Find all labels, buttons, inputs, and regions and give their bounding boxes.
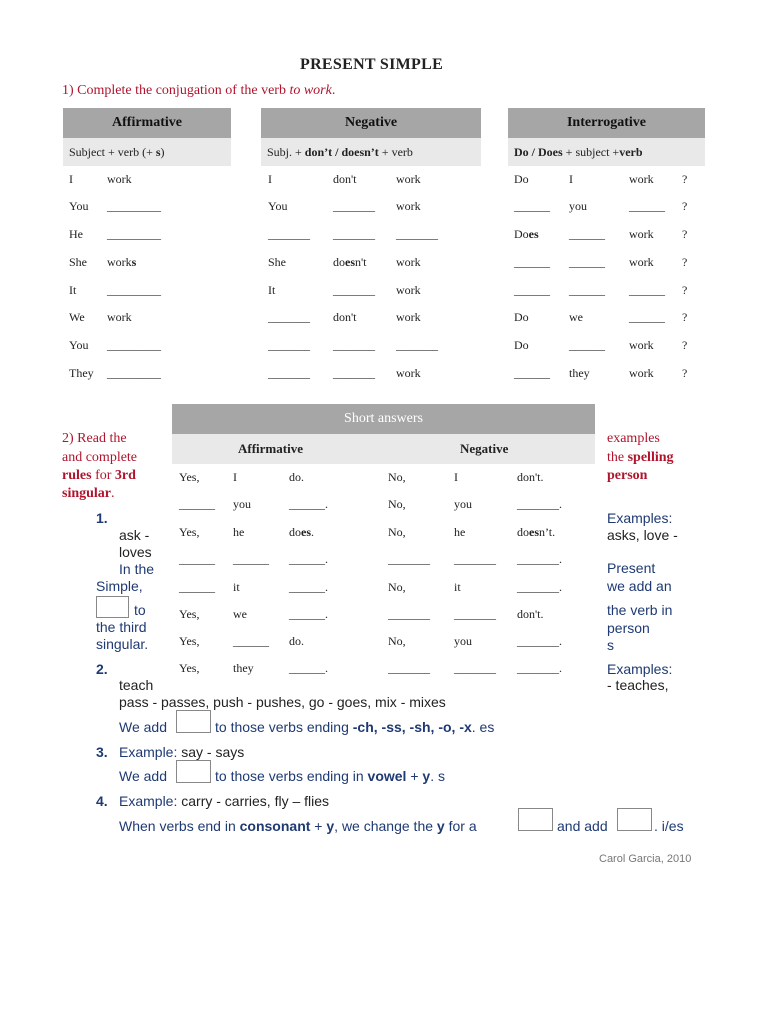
short-answer-blank: _______ bbox=[388, 552, 430, 566]
short-answer-blank: ______. bbox=[289, 661, 328, 675]
interrogative-cell: work bbox=[629, 366, 654, 380]
short-answers-subheader bbox=[172, 434, 595, 464]
interrogative-blank: ______ bbox=[569, 283, 605, 297]
interrogative-cell: ? bbox=[682, 255, 688, 269]
negative-cell: work bbox=[396, 283, 421, 297]
rule1-to: to bbox=[134, 602, 146, 618]
negative-cell: work bbox=[396, 255, 421, 269]
rule1-number: 1. bbox=[96, 510, 108, 526]
interrogative-cell: ? bbox=[682, 172, 688, 186]
affirmative-subject: It bbox=[69, 283, 77, 297]
interrogative-cell: work bbox=[629, 227, 654, 241]
interrogative-blank: ______ bbox=[629, 283, 665, 297]
rule1-examples: asks, love - bbox=[607, 527, 678, 543]
interrogative-cell: you bbox=[569, 199, 587, 213]
rule1-examples-label: Examples: bbox=[607, 510, 673, 526]
rule1-simple: Simple, bbox=[96, 578, 143, 594]
affirmative-header: Affirmative bbox=[63, 108, 231, 138]
rule1-s: s bbox=[607, 637, 614, 653]
short-answer-blank: ______ bbox=[179, 552, 215, 566]
rule1-answer-box[interactable] bbox=[96, 596, 129, 618]
negative-cell: don't bbox=[333, 310, 357, 324]
negative-cell: work bbox=[396, 199, 421, 213]
affirmative-subject: He bbox=[69, 227, 83, 241]
short-answer-cell: doesn’t. bbox=[517, 525, 556, 539]
section1-number: 1) bbox=[62, 83, 74, 98]
interrogative-cell: Do bbox=[514, 172, 529, 186]
short-answer-cell: we bbox=[233, 607, 247, 621]
interrogative-blank: ______ bbox=[514, 366, 550, 380]
interrogative-cell: Do bbox=[514, 310, 529, 324]
short-answer-blank: _______. bbox=[517, 497, 562, 511]
rule1-loves: loves bbox=[119, 544, 152, 560]
short-answer-cell: Yes, bbox=[179, 634, 200, 648]
affirmative-subject: She bbox=[69, 255, 87, 269]
affirmative-subject: You bbox=[69, 199, 89, 213]
short-answer-blank: ______. bbox=[289, 497, 328, 511]
short-answer-blank: ______. bbox=[289, 552, 328, 566]
short-answer-cell: it bbox=[454, 580, 461, 594]
affirmative-subject: We bbox=[69, 310, 85, 324]
rule2-examples: - teaches, bbox=[607, 677, 669, 693]
author-credit: Carol Garcia, 2010 bbox=[599, 853, 692, 865]
short-answer-cell: don't. bbox=[517, 607, 544, 621]
rule3-number: 3. bbox=[96, 744, 108, 760]
short-answer-cell: No, bbox=[388, 497, 406, 511]
interrogative-cell: ? bbox=[682, 227, 688, 241]
negative-blank: _______ bbox=[268, 366, 310, 380]
short-answer-blank: ______ bbox=[233, 634, 269, 648]
section2-right1: examples bbox=[607, 431, 660, 446]
negative-blank: _______ bbox=[396, 338, 438, 352]
rule4-answer-box-1[interactable] bbox=[518, 808, 553, 831]
interrogative-cell: work bbox=[629, 172, 654, 186]
interrogative-header: Interrogative bbox=[508, 108, 705, 138]
affirmative-subject: I bbox=[69, 172, 73, 186]
short-answer-cell: I bbox=[454, 470, 458, 484]
negative-blank: _______ bbox=[268, 338, 310, 352]
negative-blank: _______ bbox=[333, 227, 375, 241]
negative-cell: I bbox=[268, 172, 272, 186]
negative-blank: _______ bbox=[333, 366, 375, 380]
section2-line3: rules for 3rd bbox=[62, 468, 136, 483]
interrogative-cell: ? bbox=[682, 199, 688, 213]
rule4-example: Example: carry - carries, fly – flies bbox=[119, 793, 330, 809]
affirmative-formula: Subject + verb (+ s) bbox=[63, 138, 231, 166]
interrogative-cell: Does bbox=[514, 227, 539, 241]
negative-blank: _______ bbox=[396, 227, 438, 241]
negative-header: Negative bbox=[261, 108, 481, 138]
short-answer-cell: do. bbox=[289, 634, 304, 648]
short-answer-cell: he bbox=[233, 525, 245, 539]
short-answer-cell: does. bbox=[289, 525, 314, 539]
rule3-answer-box[interactable] bbox=[176, 760, 211, 783]
rule1-in-the: In the bbox=[119, 561, 155, 577]
short-answers-negative: Negative bbox=[460, 441, 509, 456]
short-answer-cell: they bbox=[233, 661, 254, 675]
affirmative-subject: You bbox=[69, 338, 89, 352]
rule2-we-add: We add bbox=[119, 719, 167, 735]
negative-blank: _______ bbox=[268, 310, 310, 324]
rule2-list: pass - passes, push - pushes, go - goes, mix - mixes bbox=[119, 694, 446, 710]
affirmative-blank: _________ bbox=[107, 227, 161, 241]
interrogative-formula: Do / Does + subject +verb bbox=[508, 138, 705, 166]
short-answer-cell: No, bbox=[388, 470, 406, 484]
rule1-present: Present bbox=[607, 560, 656, 576]
short-answer-cell: I bbox=[233, 470, 237, 484]
short-answer-blank: ______ bbox=[179, 497, 215, 511]
interrogative-cell: work bbox=[629, 255, 654, 269]
short-answer-blank: ______. bbox=[289, 607, 328, 621]
rule1-ask: ask - bbox=[119, 527, 150, 543]
negative-blank: _______ bbox=[268, 227, 310, 241]
short-answer-blank: _______. bbox=[517, 634, 562, 648]
negative-cell: don't bbox=[333, 172, 357, 186]
short-answer-cell: you bbox=[233, 497, 251, 511]
section2-line2: and complete bbox=[62, 450, 138, 465]
short-answer-blank: _______ bbox=[454, 552, 496, 566]
negative-blank: _______ bbox=[333, 283, 375, 297]
affirmative-blank: _________ bbox=[107, 366, 161, 380]
short-answer-cell: do. bbox=[289, 470, 304, 484]
interrogative-cell: ? bbox=[682, 366, 688, 380]
short-answer-blank: _______. bbox=[517, 580, 562, 594]
affirmative-verb: work bbox=[107, 310, 132, 324]
interrogative-blank: ______ bbox=[514, 283, 550, 297]
short-answer-cell: Yes, bbox=[179, 661, 200, 675]
rule2-endings: to those verbs ending -ch, -ss, -sh, -o, -x. es bbox=[215, 719, 495, 735]
rule4-and-add: and add bbox=[557, 818, 608, 834]
affirmative-blank: _________ bbox=[107, 199, 161, 213]
rule2-teach: teach bbox=[119, 677, 154, 693]
rule4-answer-box-2[interactable] bbox=[617, 808, 652, 831]
short-answer-cell: No, bbox=[388, 580, 406, 594]
section2-right3: person bbox=[607, 468, 648, 483]
affirmative-blank: _________ bbox=[107, 283, 161, 297]
short-answer-cell: you bbox=[454, 634, 472, 648]
short-answer-cell: Yes, bbox=[179, 607, 200, 621]
rule1-verb-in: the verb in bbox=[607, 602, 673, 618]
interrogative-blank: ______ bbox=[514, 199, 550, 213]
short-answer-cell: No, bbox=[388, 634, 406, 648]
affirmative-verb: work bbox=[107, 172, 132, 186]
negative-cell: You bbox=[268, 199, 288, 213]
rule3-example: Example: say - says bbox=[119, 744, 245, 760]
interrogative-cell: Do bbox=[514, 338, 529, 352]
short-answer-cell: No, bbox=[388, 525, 406, 539]
interrogative-blank: ______ bbox=[514, 255, 550, 269]
interrogative-blank: ______ bbox=[569, 338, 605, 352]
negative-cell: work bbox=[396, 172, 421, 186]
negative-cell: work bbox=[396, 310, 421, 324]
section1-verb: to work bbox=[289, 83, 332, 98]
interrogative-cell: we bbox=[569, 310, 583, 324]
short-answer-blank: _______ bbox=[454, 607, 496, 621]
negative-cell: work bbox=[396, 366, 421, 380]
interrogative-cell: they bbox=[569, 366, 590, 380]
short-answer-blank: _______. bbox=[517, 661, 562, 675]
section2-line4: singular. bbox=[62, 486, 115, 501]
rule2-answer-box[interactable] bbox=[176, 710, 211, 733]
short-answer-cell: Yes, bbox=[179, 525, 200, 539]
short-answer-blank: _______ bbox=[454, 661, 496, 675]
short-answer-blank: _______. bbox=[517, 552, 562, 566]
section2-right2: the spelling bbox=[607, 450, 674, 465]
short-answer-blank: ______ bbox=[179, 580, 215, 594]
interrogative-cell: ? bbox=[682, 310, 688, 324]
rule1-third: the third bbox=[96, 619, 147, 635]
short-answer-cell: Yes, bbox=[179, 470, 200, 484]
short-answer-cell: it bbox=[233, 580, 240, 594]
section2-line1: 2) Read the bbox=[62, 431, 127, 446]
rule1-we-add: we add an bbox=[607, 578, 672, 594]
rule3-we-add: We add bbox=[119, 768, 167, 784]
short-answer-cell: don't. bbox=[517, 470, 544, 484]
page-title: PRESENT SIMPLE bbox=[300, 56, 444, 73]
rule2-number: 2. bbox=[96, 661, 108, 677]
negative-cell: doesn't bbox=[333, 255, 367, 269]
interrogative-blank: ______ bbox=[629, 199, 665, 213]
rule2-examples-label: Examples: bbox=[607, 661, 673, 677]
affirmative-verb: works bbox=[107, 255, 137, 269]
section1-heading bbox=[62, 83, 335, 99]
short-answer-blank: ______. bbox=[289, 580, 328, 594]
short-answer-blank: _______ bbox=[388, 607, 430, 621]
rule4-number: 4. bbox=[96, 793, 108, 809]
rule1-singular: singular. bbox=[96, 636, 149, 652]
rule4-ies: . i/es bbox=[654, 818, 684, 834]
interrogative-blank: ______ bbox=[629, 310, 665, 324]
short-answer-cell: you bbox=[454, 497, 472, 511]
negative-formula: Subj. + don’t / doesn’t + verb bbox=[261, 138, 481, 166]
short-answers-affirmative: Affirmative bbox=[238, 441, 303, 456]
interrogative-cell: I bbox=[569, 172, 573, 186]
section1-end: . bbox=[331, 83, 336, 98]
negative-cell: It bbox=[268, 283, 276, 297]
rule1-person: person bbox=[607, 620, 650, 636]
short-answers-header: Short answers bbox=[172, 404, 595, 434]
negative-blank: _______ bbox=[333, 338, 375, 352]
negative-blank: _______ bbox=[333, 199, 375, 213]
interrogative-cell: ? bbox=[682, 283, 688, 297]
interrogative-blank: ______ bbox=[569, 255, 605, 269]
section1-text: Complete the conjugation of the verb bbox=[77, 83, 286, 98]
rule4-sentence: When verbs end in consonant + y, we change the y for a bbox=[119, 818, 477, 834]
negative-cell: She bbox=[268, 255, 286, 269]
affirmative-blank: _________ bbox=[107, 338, 161, 352]
interrogative-blank: ______ bbox=[569, 227, 605, 241]
interrogative-cell: work bbox=[629, 338, 654, 352]
short-answer-cell: he bbox=[454, 525, 466, 539]
affirmative-subject: They bbox=[69, 366, 94, 380]
interrogative-cell: ? bbox=[682, 338, 688, 352]
rule3-endings: to those verbs ending in vowel + y. s bbox=[215, 768, 445, 784]
short-answer-blank: ______ bbox=[233, 552, 269, 566]
short-answer-blank: _______ bbox=[388, 661, 430, 675]
